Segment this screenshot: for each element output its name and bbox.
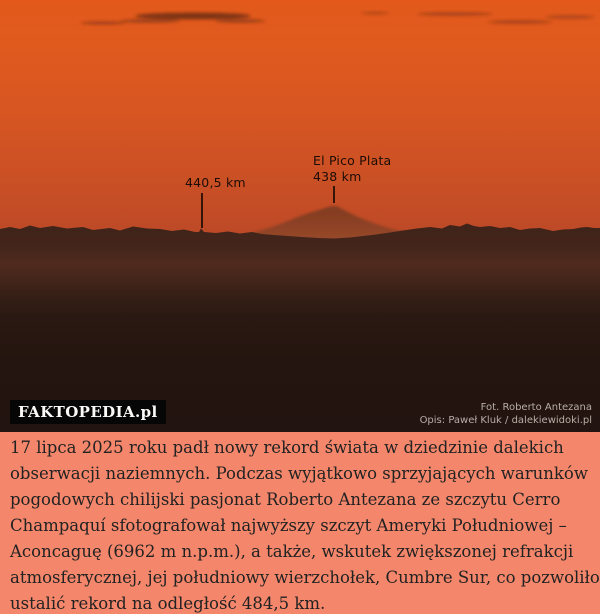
caption-text-block xyxy=(0,432,600,614)
cloud-streaks xyxy=(81,12,595,25)
peak-distance-label: 438 km xyxy=(313,168,362,184)
caption-line: ustalić rekord na odległość 484,5 km. xyxy=(10,594,326,613)
caption-line: pogodowych chilijski pasjonat Roberto Antezana ze szczytu Cerro xyxy=(10,490,561,509)
photo-credit xyxy=(420,401,592,427)
pointer-line-peak xyxy=(333,186,335,203)
caption-line: 17 lipca 2025 roku padł nowy rekord świata w dziedzinie dalekich xyxy=(10,438,564,457)
photo-credit-line2: Opis: Paweł Kluk / dalekiewidoki.pl xyxy=(419,415,592,426)
caption-line: obserwacji naziemnych. Podczas wyjątkowo sprzyjających warunków xyxy=(10,464,588,483)
photo-credit-line1: Fot. Roberto Antezana xyxy=(480,402,592,413)
caption-line: Champaquí sfotografował najwyższy szczyt Ameryki Południowej – xyxy=(10,516,567,535)
peak-label xyxy=(313,153,391,184)
caption-line: Aconcaguę (6962 m n.p.m.), a także, wskutek zwiększonej refrakcji xyxy=(10,542,574,561)
caption-line: atmosferycznej, jej południowy wierzchołek, Cumbre Sur, co pozwoliło xyxy=(10,568,600,587)
distance-label-440: 440,5 km xyxy=(185,175,246,190)
peak-name-label: El Pico Plata xyxy=(313,153,392,168)
faktopedia-watermark: FAKTOPEDIA.pl xyxy=(10,400,166,424)
pointer-line-440 xyxy=(201,193,203,228)
